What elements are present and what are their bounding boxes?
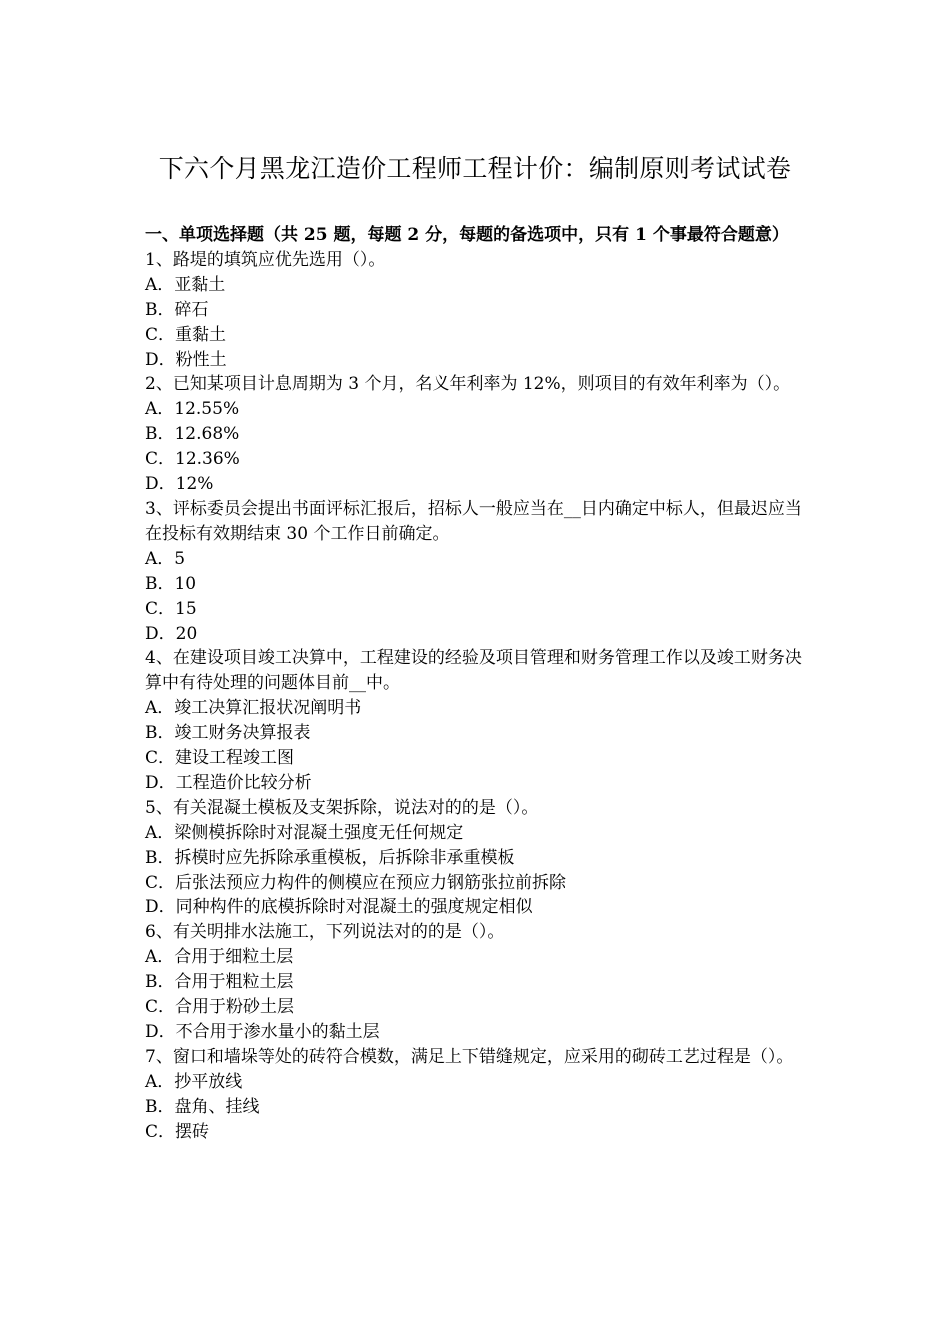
answer-option: D．粉性土 [145,349,227,370]
answer-option: A．抄平放线 [145,1071,243,1092]
answer-option: B．碎石 [145,299,209,320]
question-item [145,920,807,1045]
answer-option: C．15 [145,598,197,619]
answer-option: B．竣工财务决算报表 [145,723,311,744]
answer-option: B．12.68% [145,424,240,445]
question-stem: 2、已知某项目计息周期为 3 个月，名义年利率为 12%，则项目的有效年利率为（）。 [145,374,791,395]
question-item [145,646,807,795]
question-item [145,248,807,373]
answer-option: A．12.55% [145,399,240,420]
answer-option: A．亚黏土 [145,274,226,295]
question-item [145,372,807,497]
document-body [145,223,807,1145]
answer-option: A．5 [145,548,186,569]
answer-option: D．12% [145,474,214,495]
answer-option: B．拆模时应先拆除承重模板，后拆除非承重模板 [145,847,515,868]
question-stem: 7、窗口和墙垛等处的砖符合模数，满足上下错缝规定，应采用的砌砖工艺过程是（）。 [145,1046,794,1067]
answer-option: D．工程造价比较分析 [145,772,312,793]
answer-option: C．建设工程竣工图 [145,748,295,769]
answer-option: D．不合用于渗水量小的黏土层 [145,1022,380,1042]
section-heading: 一、单项选择题（共 25 题，每题 2 分，每题的备选项中，只有 1 个事最符合题意） [145,225,789,245]
question-item [145,497,807,646]
answer-option: D．同种构件的底模拆除时对混凝土的强度规定相似 [145,897,533,918]
question-stem: 5、有关混凝土模板及支架拆除，说法对的的是（）。 [145,797,539,818]
answer-option: C．重黏土 [145,324,227,345]
document-title: 下六个月黑龙江造价工程师工程计价：编制原则考试试卷 [158,154,792,183]
answer-option: A．梁侧模拆除时对混凝土强度无任何规定 [145,822,464,843]
answer-option: B．10 [145,573,197,594]
answer-option: A．合用于细粒土层 [145,947,294,968]
answer-option: D．20 [145,623,198,644]
answer-option: C．12.36% [145,449,240,470]
answer-option: A．竣工决算汇报状况阐明书 [145,698,362,719]
question-stem: 6、有关明排水法施工，下列说法对的的是（）。 [145,922,505,943]
question-item [145,796,807,921]
question-stem: 4、在建设项目竣工决算中，工程建设的经验及项目管理和财务管理工作以及竣工财务决算中有待处理的问题体目前__中。 [145,648,802,694]
question-list [145,248,807,1145]
question-item [145,1045,807,1145]
answer-option: C．后张法预应力构件的侧模应在预应力钢筋张拉前拆除 [145,872,567,893]
question-stem: 1、路堤的填筑应优先选用（）。 [145,249,386,270]
answer-option: B．盘角、挂线 [145,1096,260,1117]
answer-option: B．合用于粗粒土层 [145,972,294,993]
question-stem: 3、评标委员会提出书面评标汇报后，招标人一般应当在__日内确定中标人，但最迟应当在投标有效期结束 30 个工作日前确定。 [145,498,802,544]
answer-option: C．合用于粉砂土层 [145,997,295,1018]
answer-option: C．摆砖 [145,1121,210,1142]
